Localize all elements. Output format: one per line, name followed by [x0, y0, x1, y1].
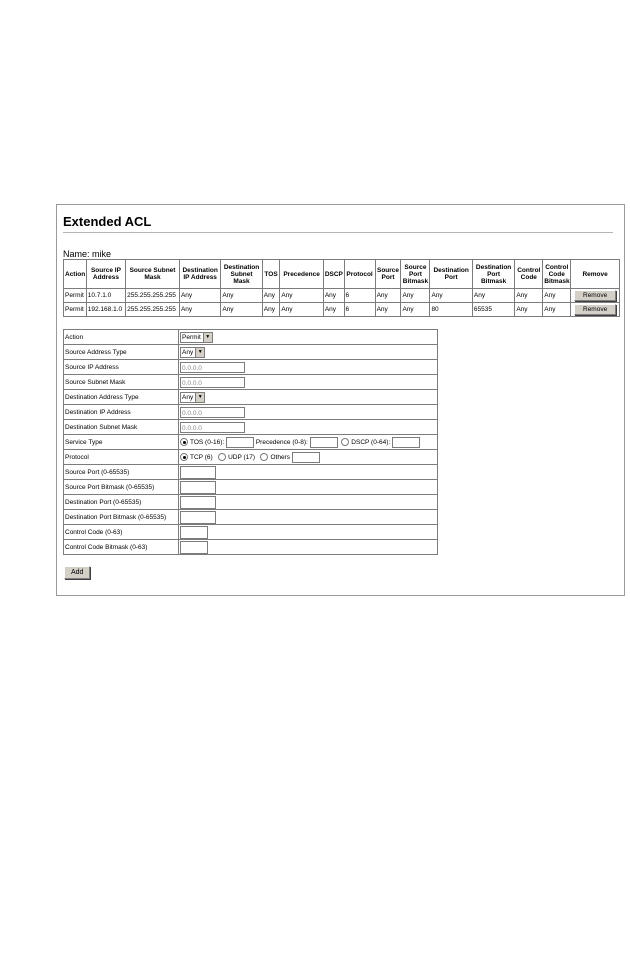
src-port-bitmask-input[interactable]: [180, 481, 216, 494]
form-row-dst-port: [64, 495, 438, 510]
page-title: Extended ACL: [63, 214, 152, 229]
action-label: Action: [64, 330, 179, 345]
cell-precedence: Any: [280, 303, 323, 317]
src-mask-cell: [179, 375, 438, 390]
col-header: Source Subnet Mask: [126, 260, 180, 289]
cell-dscp: Any: [323, 303, 344, 317]
title-divider: [63, 232, 613, 233]
dst-port-cell: [179, 495, 438, 510]
acl-rules-table: [63, 259, 620, 317]
cell-dst-port-bitmask: Any: [472, 289, 514, 303]
action-select[interactable]: [180, 332, 213, 343]
dst-mask-input[interactable]: 0.0.0.0: [180, 422, 245, 433]
src-port-cell: [179, 465, 438, 480]
dst-port-bitmask-input[interactable]: [180, 511, 216, 524]
dst-addr-type-value: Any: [182, 393, 194, 401]
cell-dst-mask: Any: [221, 303, 262, 317]
dst-addr-type-label: Destination Address Type: [64, 390, 179, 405]
col-header: Remove: [571, 260, 620, 289]
table-row: [64, 289, 620, 303]
extended-acl-panel: [56, 204, 625, 596]
src-addr-type-label: Source Address Type: [64, 345, 179, 360]
cell-protocol: 6: [344, 303, 375, 317]
cell-src-port-bitmask: Any: [401, 303, 430, 317]
col-header: DSCP: [323, 260, 344, 289]
cell-action: Permit: [64, 303, 87, 317]
col-header: Source Port Bitmask: [401, 260, 430, 289]
src-mask-label: Source Subnet Mask: [64, 375, 179, 390]
cell-src-port: Any: [375, 289, 401, 303]
cell-dst-port: Any: [430, 289, 472, 303]
col-header: Source IP Address: [86, 260, 125, 289]
acl-name-value: mike: [92, 249, 112, 259]
src-addr-type-select[interactable]: [180, 347, 205, 358]
dst-port-input[interactable]: [180, 496, 216, 509]
dst-ip-cell: [179, 405, 438, 420]
form-row-dst-mask: [64, 420, 438, 435]
others-radio[interactable]: [260, 453, 268, 461]
src-port-bitmask-label: Source Port Bitmask (0-65535): [64, 480, 179, 495]
col-header: Destination Port: [430, 260, 472, 289]
form-row-dst-port-bitmask: [64, 510, 438, 525]
dst-addr-type-cell: [179, 390, 438, 405]
cell-ctrl-code-bitmask: Any: [543, 303, 571, 317]
udp-option-label: UDP (17): [228, 453, 256, 461]
col-header: Destination Subnet Mask: [221, 260, 262, 289]
col-header: Control Code: [515, 260, 543, 289]
col-header: Control Code Bitmask: [543, 260, 571, 289]
table-row: [64, 303, 620, 317]
cell-tos: Any: [262, 289, 280, 303]
cell-ctrl-code-bitmask: Any: [543, 289, 571, 303]
tos-radio[interactable]: [180, 438, 188, 446]
ctrl-code-bitmask-input[interactable]: [180, 541, 208, 554]
tos-option-label: TOS (0-16):: [190, 438, 225, 446]
cell-tos: Any: [262, 303, 280, 317]
src-ip-label: Source IP Address: [64, 360, 179, 375]
precedence-option-label: Precedence (0-8):: [255, 438, 308, 446]
form-row-src-port-bitmask: [64, 480, 438, 495]
dst-ip-label: Destination IP Address: [64, 405, 179, 420]
cell-dst-mask: Any: [221, 289, 262, 303]
form-row-service-type: [64, 435, 438, 450]
dst-port-bitmask-cell: [179, 510, 438, 525]
dst-ip-input[interactable]: 0.0.0.0: [180, 407, 245, 418]
col-header: Destination IP Address: [179, 260, 220, 289]
ctrl-code-label: Control Code (0-63): [64, 525, 179, 540]
cell-dst-port: 80: [430, 303, 472, 317]
cell-src-mask: 255.255.255.255: [126, 303, 180, 317]
dst-mask-label: Destination Subnet Mask: [64, 420, 179, 435]
src-addr-type-cell: [179, 345, 438, 360]
cell-precedence: Any: [280, 289, 323, 303]
cell-src-ip: 10.7.1.0: [86, 289, 125, 303]
cell-src-ip: 192.168.1.0: [86, 303, 125, 317]
form-row-dst-ip: [64, 405, 438, 420]
ctrl-code-cell: [179, 525, 438, 540]
dscp-input[interactable]: [392, 437, 420, 448]
action-select-value: Permit: [182, 333, 201, 341]
chevron-down-icon: ▼: [195, 348, 204, 357]
acl-name: [63, 249, 111, 259]
cell-protocol: 6: [344, 289, 375, 303]
ctrl-code-bitmask-cell: [179, 540, 438, 555]
dst-port-bitmask-label: Destination Port Bitmask (0-65535): [64, 510, 179, 525]
ctrl-code-input[interactable]: [180, 526, 208, 539]
cell-ctrl-code: Any: [515, 289, 543, 303]
col-header: TOS: [262, 260, 280, 289]
dscp-option-label: DSCP (0-64):: [351, 438, 391, 446]
src-port-label: Source Port (0-65535): [64, 465, 179, 480]
form-row-src-ip: [64, 360, 438, 375]
protocol-cell: [179, 450, 438, 465]
col-header: Action: [64, 260, 87, 289]
acl-name-label: Name:: [63, 249, 90, 259]
protocol-label: Protocol: [64, 450, 179, 465]
form-row-ctrl-code: [64, 525, 438, 540]
col-header: Protocol: [344, 260, 375, 289]
chevron-down-icon: ▼: [203, 333, 212, 342]
dst-mask-cell: [179, 420, 438, 435]
cell-remove: [571, 303, 620, 317]
chevron-down-icon: ▼: [195, 393, 204, 402]
form-row-src-mask: [64, 375, 438, 390]
form-row-dst-addr-type: [64, 390, 438, 405]
form-row-src-port: [64, 465, 438, 480]
col-header: Source Port: [375, 260, 401, 289]
cell-src-port-bitmask: Any: [401, 289, 430, 303]
precedence-input[interactable]: [310, 437, 338, 448]
others-option-label: Others: [270, 453, 290, 461]
col-header: Destination Port Bitmask: [472, 260, 514, 289]
cell-src-mask: 255.255.255.255: [126, 289, 180, 303]
src-ip-input[interactable]: 0.0.0.0: [180, 362, 245, 373]
service-type-label: Service Type: [64, 435, 179, 450]
remove-button[interactable]: Remove: [574, 290, 616, 301]
dst-addr-type-select[interactable]: [180, 392, 205, 403]
cell-dst-ip: Any: [179, 289, 220, 303]
udp-radio[interactable]: [218, 453, 226, 461]
cell-remove: [571, 289, 620, 303]
src-addr-type-value: Any: [182, 348, 194, 356]
ctrl-code-bitmask-label: Control Code Bitmask (0-63): [64, 540, 179, 555]
tcp-radio[interactable]: [180, 453, 188, 461]
src-ip-cell: [179, 360, 438, 375]
cell-action: Permit: [64, 289, 87, 303]
form-row-src-addr-type: [64, 345, 438, 360]
dscp-radio[interactable]: [341, 438, 349, 446]
form-row-action: [64, 330, 438, 345]
add-button[interactable]: Add: [64, 566, 90, 579]
table-header-row: [64, 260, 620, 289]
src-port-bitmask-cell: [179, 480, 438, 495]
others-protocol-input[interactable]: [292, 452, 320, 463]
cell-dst-ip: Any: [179, 303, 220, 317]
acl-entry-form: [63, 329, 438, 555]
cell-ctrl-code: Any: [515, 303, 543, 317]
action-cell: [179, 330, 438, 345]
tcp-option-label: TCP (6): [190, 453, 213, 461]
form-row-protocol: [64, 450, 438, 465]
col-header: Precedence: [280, 260, 323, 289]
remove-button[interactable]: Remove: [574, 304, 616, 315]
cell-dscp: Any: [323, 289, 344, 303]
cell-src-port: Any: [375, 303, 401, 317]
tos-input[interactable]: [226, 437, 254, 448]
src-mask-input[interactable]: 0.0.0.0: [180, 377, 245, 388]
src-port-input[interactable]: [180, 466, 216, 479]
cell-dst-port-bitmask: 65535: [472, 303, 514, 317]
service-type-cell: [179, 435, 438, 450]
dst-port-label: Destination Port (0-65535): [64, 495, 179, 510]
form-row-ctrl-code-bitmask: [64, 540, 438, 555]
